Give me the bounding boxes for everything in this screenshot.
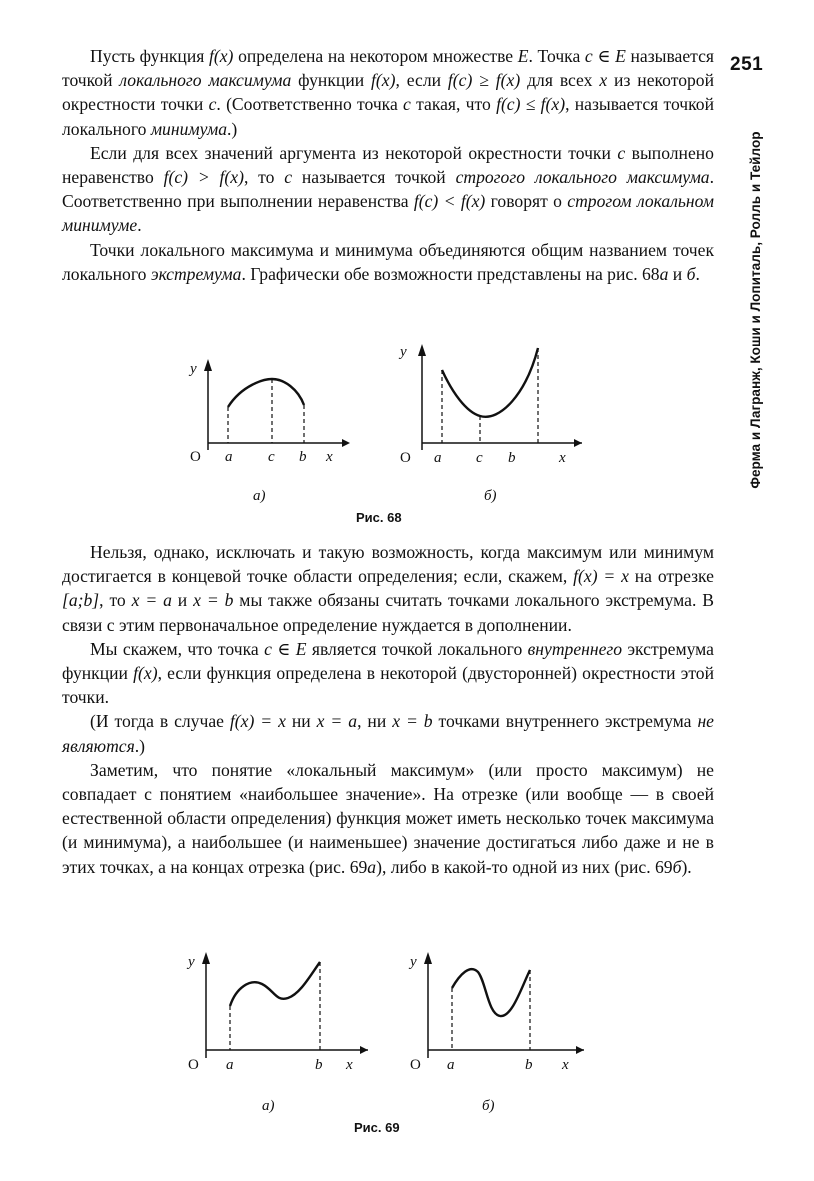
text-run: Заметим, что понятие «локальный максимум» (или просто максимум) не совпадает с понятием «наибольшее значение». На отрезке (или вообще — в своей естественной области определения) функция может иметь несколько точек максимума (и минимума), а наибольшее (и наименьшее) значение достигаться либо даже и не в этих точках, а на концах отрезка (рис. 69 <box>62 759 714 877</box>
curve-max-at-endpoint <box>230 962 320 1006</box>
text-run: Нельзя, однако, исключать и такую возможность, когда максимум или минимум достигается в концевой точке области определения; если, скажем, <box>62 542 714 587</box>
text-run: экстремума функции <box>62 638 714 684</box>
text-run: определена на некотором множестве <box>233 46 518 66</box>
text-run: является точкой локального <box>306 638 528 659</box>
math-run: а <box>659 263 669 284</box>
math-run: а <box>367 856 377 877</box>
text-run: говорят о <box>485 191 568 212</box>
text-block-2 <box>62 540 714 879</box>
math-run: f(c) ≤ f(x) <box>496 94 566 115</box>
figure-69b-graph <box>394 948 590 1080</box>
math-run: локального максимума <box>119 70 292 91</box>
text-block-1 <box>62 44 714 286</box>
math-run: c ∈ E <box>264 638 307 659</box>
figure-69a-sublabel: а) <box>262 1098 275 1114</box>
text-run: Точки локального максимума и минимума объединяются общим названием точек локального <box>62 239 714 284</box>
curve-local-max <box>228 379 304 407</box>
math-run: c <box>208 94 217 115</box>
text-run: . Точка <box>528 46 585 66</box>
text-run: , то <box>243 167 285 188</box>
math-run: б <box>672 856 682 877</box>
paragraph-7 <box>62 758 714 879</box>
math-run: б <box>686 263 696 284</box>
running-header-vertical: Ферма и Лагранж, Коши и Лопиталь, Ролль и Тейлор <box>748 131 763 489</box>
figure-68-caption: Рис. 68 <box>356 510 402 525</box>
math-run: внутреннего <box>527 638 623 659</box>
math-run: E <box>517 46 529 66</box>
figure-69b-sublabel: б) <box>482 1098 495 1114</box>
figure-69-caption: Рис. 69 <box>354 1120 400 1135</box>
tick-label-c: c <box>268 449 275 465</box>
math-run: f(x) = x <box>573 566 629 587</box>
tick-label-a: a <box>226 1057 234 1073</box>
text-run: выполнено неравенство <box>62 142 714 188</box>
text-run: для всех <box>520 70 600 91</box>
figure-69a-graph <box>172 948 372 1080</box>
math-run: f(c) ≥ f(x) <box>447 70 521 91</box>
math-run: c <box>403 94 411 115</box>
origin-label: O <box>400 450 411 466</box>
paragraph-3 <box>62 238 714 286</box>
tick-label-a: a <box>225 449 233 465</box>
math-run: x = a <box>131 590 172 611</box>
axis-label-y: y <box>410 954 417 970</box>
text-run: такая, что <box>410 94 497 115</box>
text-run: . Соответственно при выполнении неравенства <box>62 167 715 212</box>
text-run: . <box>137 215 142 236</box>
text-run: из некоторой окрестности точки <box>62 70 715 115</box>
paragraph-2 <box>62 141 714 238</box>
figure-68a-sublabel: а) <box>253 488 266 504</box>
text-run: ), либо в какой-то одной из них (рис. 69 <box>376 856 673 877</box>
tick-label-c: c <box>476 450 483 466</box>
math-run: c ∈ E <box>584 46 626 66</box>
math-run: не являются <box>62 711 714 756</box>
tick-label-b: b <box>315 1057 323 1073</box>
math-run: c <box>617 142 626 163</box>
math-run: минимума <box>150 118 227 139</box>
math-run: f(x) = x <box>229 711 286 732</box>
text-run: . Графически обе возможности представлены на рис. 68 <box>241 263 660 284</box>
math-run: c <box>284 167 293 188</box>
math-run: f(x) <box>371 70 396 91</box>
text-run: и <box>668 263 687 284</box>
text-run: , если <box>395 70 448 91</box>
text-run: точками внутреннего экстремума <box>432 711 698 732</box>
tick-label-a: a <box>434 450 442 466</box>
axis-label-x: x <box>562 1057 569 1073</box>
text-run: (И тогда в случае <box>90 711 230 732</box>
figure-68b-sublabel: б) <box>484 488 497 504</box>
math-run: f(c) > f(x) <box>163 167 244 188</box>
figure-68b-graph <box>386 340 586 475</box>
text-run: . <box>695 263 700 284</box>
tick-label-b: b <box>508 450 516 466</box>
math-run: строгом локальном минимуме <box>62 191 714 236</box>
math-run: x = a <box>316 711 358 732</box>
curve-max-inside <box>452 969 530 1016</box>
axis-label-y: y <box>190 361 197 377</box>
text-run: Пусть функция <box>90 46 209 66</box>
text-run: . (Соответственно точка <box>216 94 404 115</box>
text-run: , ни <box>357 711 393 732</box>
math-run: x = b <box>193 590 234 611</box>
text-run: функции <box>291 70 372 91</box>
tick-label-b: b <box>299 449 307 465</box>
math-run: f(x) <box>133 663 158 684</box>
origin-label: O <box>188 1057 199 1073</box>
text-run: Если для всех значений аргумента из некоторой окрестности точки <box>90 142 618 163</box>
paragraph-6 <box>62 709 714 757</box>
tick-label-b: b <box>525 1057 533 1073</box>
math-run: x = b <box>392 711 433 732</box>
paragraph-4 <box>62 540 714 637</box>
text-run: , называется точкой локального <box>62 94 715 139</box>
text-run: на отрезке <box>628 566 714 587</box>
axis-label-y: y <box>400 344 407 360</box>
text-run: , если функция определена в некоторой (двусторонней) окрестности этой точки. <box>62 663 714 708</box>
text-run: называется точкой <box>292 167 456 188</box>
math-run: [a;b] <box>62 590 100 611</box>
math-run: экстремума <box>150 263 242 284</box>
axis-label-x: x <box>326 449 333 465</box>
text-run: и <box>171 590 194 611</box>
page-number: 251 <box>730 54 764 75</box>
paragraph-5 <box>62 637 714 710</box>
text-run: , то <box>99 590 132 611</box>
math-run: строгого локального максимума <box>455 167 710 188</box>
math-run: x <box>599 70 608 91</box>
math-run: f(x) <box>208 46 234 66</box>
origin-label: O <box>410 1057 421 1073</box>
text-run: ни <box>285 711 317 732</box>
axis-label-x: x <box>559 450 566 466</box>
text-run: ). <box>681 856 692 877</box>
curve-local-min <box>442 348 538 417</box>
axis-label-x: x <box>346 1057 353 1073</box>
text-run: Мы скажем, что точка <box>90 638 265 659</box>
text-run: .) <box>227 118 238 139</box>
text-run: мы также обязаны считать точками локального экстремума. В связи с этим первоначальное определение нуждается в дополнении. <box>62 590 714 635</box>
math-run: f(c) < f(x) <box>413 191 486 212</box>
figure-68a-graph <box>170 355 350 475</box>
origin-label: O <box>190 449 201 465</box>
axis-label-y: y <box>188 954 195 970</box>
tick-label-a: a <box>447 1057 455 1073</box>
paragraph-1 <box>62 44 714 141</box>
text-run: называется точкой <box>62 46 714 91</box>
text-run: .) <box>134 735 146 756</box>
